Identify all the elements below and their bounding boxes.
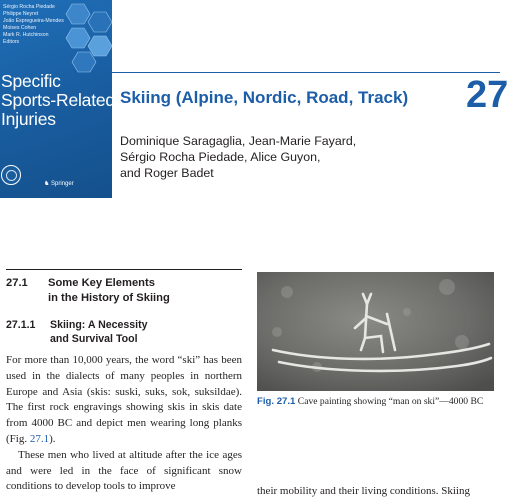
paragraph: These men who lived at altitude after the ice ages and were led in the face of significant snow conditions to develop tools to improve [6,448,242,493]
cover-title [1,72,115,129]
author-line: Sérgio Rocha Piedade, Alice Guyon, [120,150,321,164]
chapter-title: Skiing (Alpine, Nordic, Road, Track) [120,88,409,107]
paragraph-text: ). [49,432,56,445]
chapter-authors [120,133,420,181]
paragraph [6,353,242,448]
cover-title-line: Sports-Related [1,90,115,110]
figure-caption-text: Cave painting showing “man on ski”—4000 BC [297,396,484,407]
section-number: 27.1 [6,277,28,289]
cover-editor: João Espregueira-Mendes [3,18,64,24]
section-heading [6,277,242,307]
cover-editor: Mark R. Hutchinson [3,32,49,38]
subsection-title-line: and Survival Tool [50,333,138,345]
section-title-line: Some Key Elements [48,277,155,289]
publisher-logo [44,180,74,187]
body-text-column [6,353,242,495]
cover-seal-icon [1,165,21,185]
cover-editors [3,4,63,46]
cover-editor: Editors [3,39,20,45]
body-text-right-column: their mobility and their living conditions. Skiing [257,485,470,497]
springer-horse-icon: ♞ [44,181,52,187]
figure-label: Fig. 27.1 [257,396,296,407]
figure-caption [257,396,494,408]
figure-reference-link[interactable]: 27.1 [29,432,50,445]
cover-editor: Moises Cohen [3,25,37,31]
subsection-heading [6,319,242,349]
cover-title-line: Specific [1,71,61,91]
subsection-number: 27.1.1 [6,319,36,331]
section-rule [6,269,242,270]
hexagon-collage-icon [58,2,114,72]
cover-editor: Philippe Neyret [3,11,39,17]
chapter-number: 27 [466,74,508,116]
chapter-header-rule [112,72,500,73]
book-cover [0,0,115,198]
cave-painting-image [257,272,494,391]
subsection-title-line: Skiing: A Necessity [50,319,148,331]
cave-painting-figure [257,272,494,391]
cover-title-line: Injuries [1,109,56,129]
publisher-name: Springer [51,181,74,187]
section-title-line: in the History of Skiing [48,292,170,304]
author-line: and Roger Badet [120,166,214,180]
cover-editor: Sérgio Rocha Piedade [3,4,55,10]
author-line: Dominique Saragaglia, Jean-Marie Fayard, [120,134,357,148]
paragraph-text: For more than 10,000 years, the word “ski” has been used in the dialects of many peoples in northern Europe and Asia (skis: suski, suks, sok, suksildae). The first rock engravings showing skis in skis date from 4000 BC and depict men wearing long planks (Fig. [6,354,242,445]
